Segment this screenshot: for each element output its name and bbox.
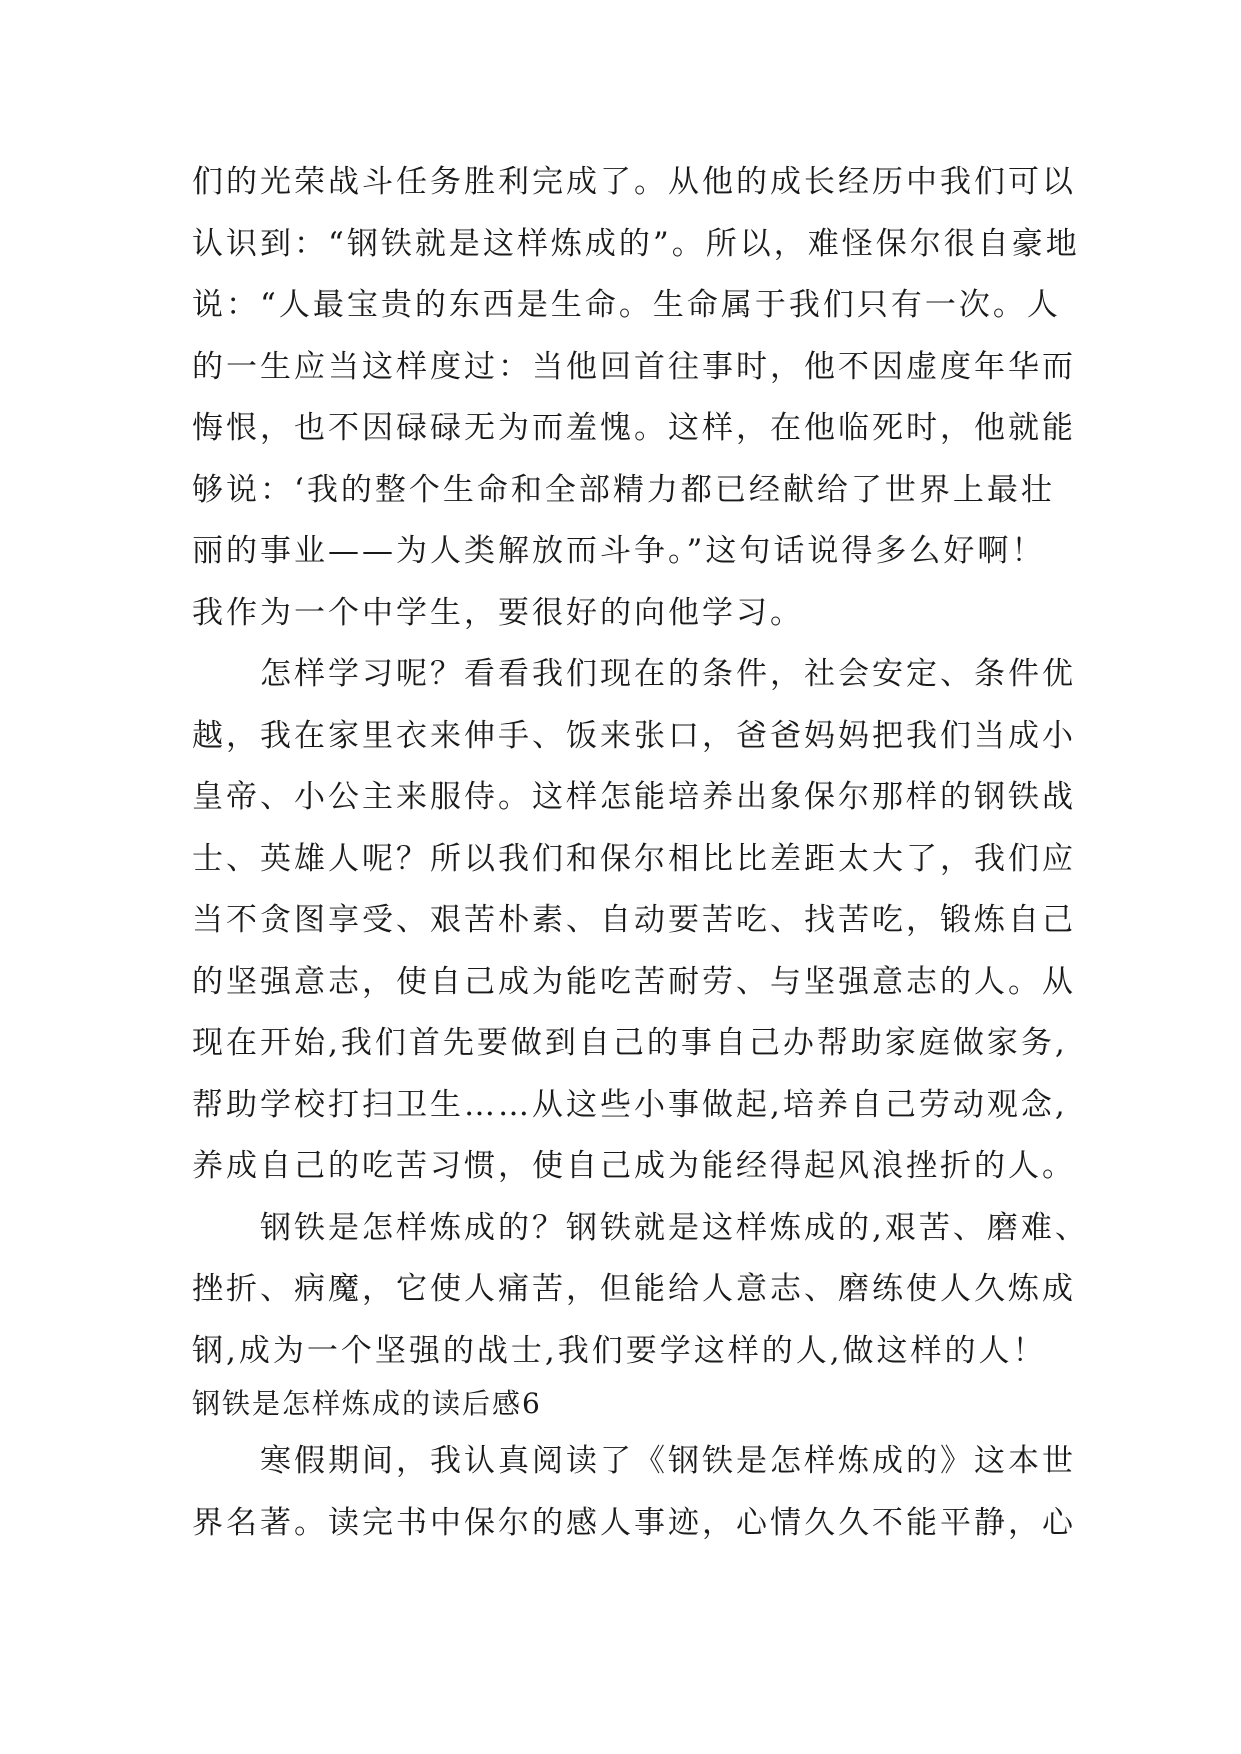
body-text-section [192,1431,1076,1554]
text-line: 丽的事业——为人类解放而斗争。”这句话说得多么好啊！ [192,533,1046,569]
text-line: 越，我在家里衣来伸手、饭来张口，爸爸妈妈把我们当成小 [192,717,1076,754]
text-line: 够说：‘我的整个生命和全部精力都已经献给了世界上最壮 [192,471,1055,508]
text-line: 当不贪图享受、艰苦朴素、自动要苦吃、找苦吃，锻炼自己 [192,902,1076,938]
text-line: 悔恨，也不因碌碌无为而羞愧。这样，在他临死时，他就能 [192,410,1076,446]
text-line: 界名著。读完书中保尔的感人事迹，心情久久不能平静，心 [192,1504,1076,1541]
text-line: 认识到：“钢铁就是这样炼成的”。所以，难怪保尔很自豪地 [192,225,1080,262]
text-line: 钢,成为一个坚强的战士,我们要学这样的人,做这样的人！ [192,1332,1047,1369]
text-line: 现在开始,我们首先要做到自己的事自己办帮助家庭做家务, [192,1025,1068,1061]
text-line: 帮助学校打扫卫生……从这些小事做起,培养自己劳动观念, [192,1086,1068,1123]
body-text-section [192,152,1089,1382]
text-line: 怎样学习呢？看看我们现在的条件，社会安定、条件优 [192,656,1076,692]
text-line: 说：“人最宝贵的东西是生命。生命属于我们只有一次。人 [192,287,1061,323]
text-line: 寒假期间，我认真阅读了《钢铁是怎样炼成的》这本世 [192,1443,1076,1479]
text-line: 皇帝、小公主来服侍。这样怎能培养出象保尔那样的钢铁战 [192,779,1076,815]
text-line: 挫折、病魔，它使人痛苦，但能给人意志、磨练使人久炼成 [192,1271,1076,1307]
section-heading: 钢铁是怎样炼成的读后感6 [192,1387,542,1420]
text-line: 们的光荣战斗任务胜利完成了。从他的成长经历中我们可以 [192,164,1076,200]
text-line: 的一生应当这样度过：当他回首往事时，他不因虚度年华而 [192,348,1076,385]
text-line: 的坚强意志，使自己成为能吃苦耐劳、与坚强意志的人。从 [192,963,1076,1000]
text-line: 钢铁是怎样炼成的？钢铁就是这样炼成的,艰苦、磨难、 [192,1209,1089,1246]
text-line: 士、英雄人呢？所以我们和保尔相比比差距太大了，我们应 [192,840,1076,877]
text-line: 养成自己的吃苦习惯，使自己成为能经得起风浪挫折的人。 [192,1148,1076,1184]
text-line: 我作为一个中学生，要很好的向他学习。 [192,594,804,631]
